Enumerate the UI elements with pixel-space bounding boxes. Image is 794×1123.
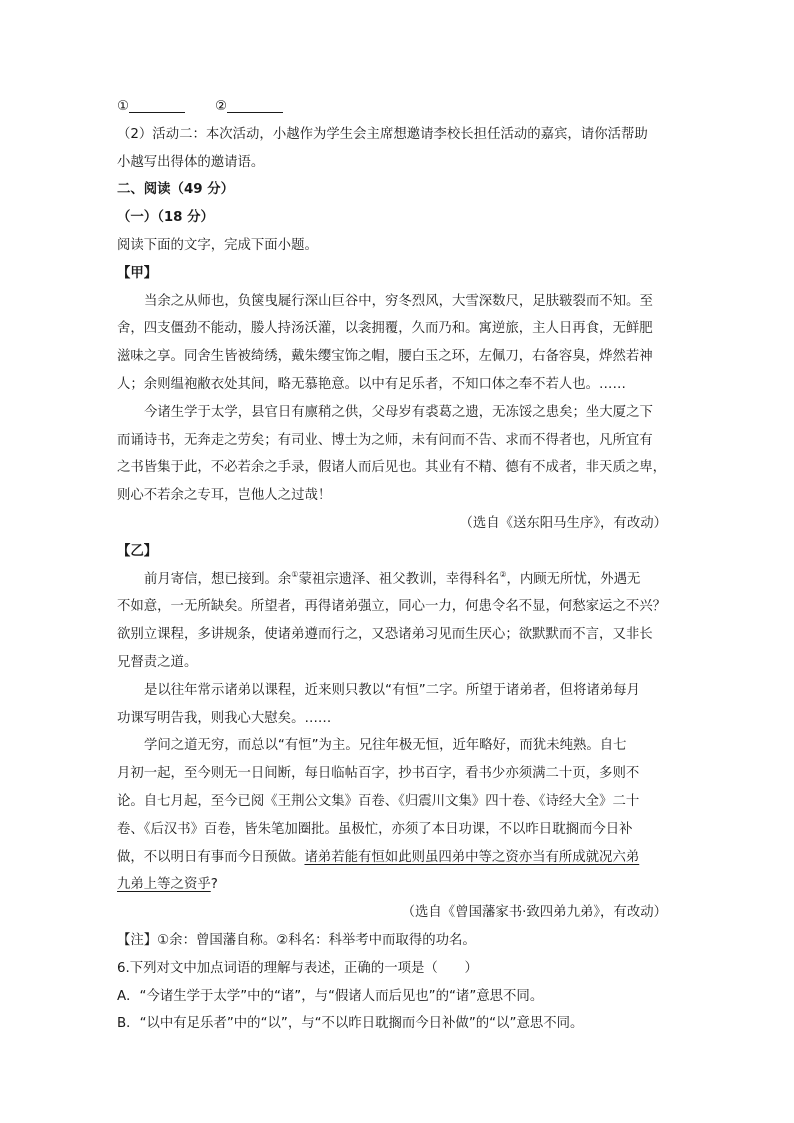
yi-p1-line: 欲别立课程，多讲规条，使诸弟遵而行之，又恐诸弟习见而生厌心；欲默默而不言，又非长 <box>117 627 653 643</box>
reading-instruction: 阅读下面的文字，完成下面小题。 <box>117 237 318 253</box>
yi-p2-line: 是以往年常示诸弟以课程，近来则只教以“有恒”二字。所望于诸弟者，但将诸弟每月 <box>144 682 640 698</box>
yi-text: ，内顾无所忧，外遇无 <box>506 571 641 587</box>
yi-p1-line <box>117 566 679 594</box>
yi-p2-line: 功课写明告我，则我心大慰矣。…… <box>117 710 332 726</box>
subsection-heading: （一）（18 分） <box>117 210 214 226</box>
passage-yi-label: 【乙】 <box>117 543 158 559</box>
underlined-sentence: 九弟上等之资乎 <box>117 877 211 893</box>
yi-text: 做，不以明日有事而今日预做。 <box>117 849 305 865</box>
yi-p3-line <box>117 844 679 872</box>
question-6-option-b[interactable]: B．“以中有足乐者”中的“以”，与“不以昨日耽搁而今日补做”的“以”意思不同。 <box>117 1016 584 1032</box>
jia-p1-line: 舍，四支僵劲不能动，媵人持汤沃灌，以衾拥覆，久而乃和。寓逆旅，主人日再食，无鲜肥 <box>117 321 653 337</box>
yi-p3-line: 月初一起，至今则无一日间断，每日临帖百字，抄书百字，看书少亦须满二十页，多则不 <box>117 766 640 782</box>
jia-p1-line: 当余之从师也，负箧曳屣行深山巨谷中，穷冬烈风，大雪深数尺，足肤皲裂而不知。至 <box>144 293 653 309</box>
yi-p1-line: 兄督责之道。 <box>117 654 198 670</box>
annotation-note: 【注】①余：曾国藩自称。②科名：科举考中而取得的功名。 <box>117 932 476 948</box>
footnote-mark-2: ② <box>499 569 507 579</box>
jia-p2-line: 则心不若余之专耳，岂他人之过哉！ <box>117 488 332 504</box>
blank-label-1: ① <box>117 99 130 114</box>
answer-blank-2[interactable] <box>227 96 283 113</box>
jia-p1-line: 人；余则缊袍敝衣处其间，略无慕艳意。以中有足乐者，不知口体之奉不若人也。…… <box>117 376 626 392</box>
jia-p1-line: 滋味之享。同舍生皆被绮绣，戴朱缨宝饰之帽，腰白玉之环，左佩刀，右备容臭，烨然若神 <box>117 349 653 365</box>
document-page <box>117 93 679 1038</box>
jia-source: （选自《送东阳马生序》，有改动） <box>459 515 667 531</box>
question-6-option-a[interactable]: A．“今诸生学于太学”中的“诸”，与“假诸人而后见也”的“诸”意思不同。 <box>117 988 544 1004</box>
yi-text: ? <box>210 877 218 893</box>
yi-text: 蒙祖宗遗泽、祖父教训，幸得科名 <box>298 571 500 587</box>
jia-p2-line: 而诵诗书，无奔走之劳矣；有司业、博士为之师，未有问而不告、求而不得者也，凡所宜有 <box>117 432 653 448</box>
fill-blank-line <box>117 93 679 121</box>
passage-jia-label: 【甲】 <box>117 265 158 281</box>
section-heading: 二、阅读（49 分） <box>117 182 235 198</box>
yi-text: 前月寄信，想已接到。余 <box>144 571 292 587</box>
yi-p3-line: 学问之道无穷，而总以“有恒”为主。兄往年极无恒，近年略好，而犹未纯熟。自七 <box>144 738 627 754</box>
answer-blank-1[interactable] <box>129 96 185 113</box>
footnote-mark-1: ① <box>291 569 299 579</box>
underlined-sentence: 诸弟若能有恒如此则虽四弟中等之资亦当有所成就况六弟 <box>304 849 640 865</box>
yi-p3-line <box>117 871 679 899</box>
activity2-line-2: 小越写出得体的邀请语。 <box>117 154 265 170</box>
jia-p2-line: 之书皆集于此，不必若余之手录，假诸人而后见也。其业有不精、德有不成者，非天质之卑， <box>117 460 667 476</box>
activity2-line-1: （2）活动二：本次活动，小越作为学生会主席想邀请李校长担任活动的嘉宾，请你活帮助 <box>117 126 648 142</box>
yi-p1-line: 不如意，一无所缺矣。所望者，再得诸弟强立，同心一力，何患令名不显，何愁家运之不兴？ <box>117 599 667 615</box>
jia-p2-line: 今诸生学于太学，县官日有廪稍之供，父母岁有裘葛之遗，无冻馁之患矣；坐大厦之下 <box>144 404 653 420</box>
blank-label-2: ② <box>215 99 228 114</box>
yi-p3-line: 论。自七月起，至今已阅《王荆公文集》百卷、《归震川文集》四十卷、《诗经大全》二十 <box>117 793 640 809</box>
yi-p3-line: 卷、《后汉书》百卷，皆朱笔加圈批。虽极忙，亦须了本日功课，不以昨日耽搁而今日补 <box>117 821 633 837</box>
yi-source: （选自《曾国藩家书·致四弟九弟》，有改动） <box>401 905 667 921</box>
question-6-stem: 6.下列对文中加点词语的理解与表述，正确的一项是（ ） <box>117 960 478 976</box>
